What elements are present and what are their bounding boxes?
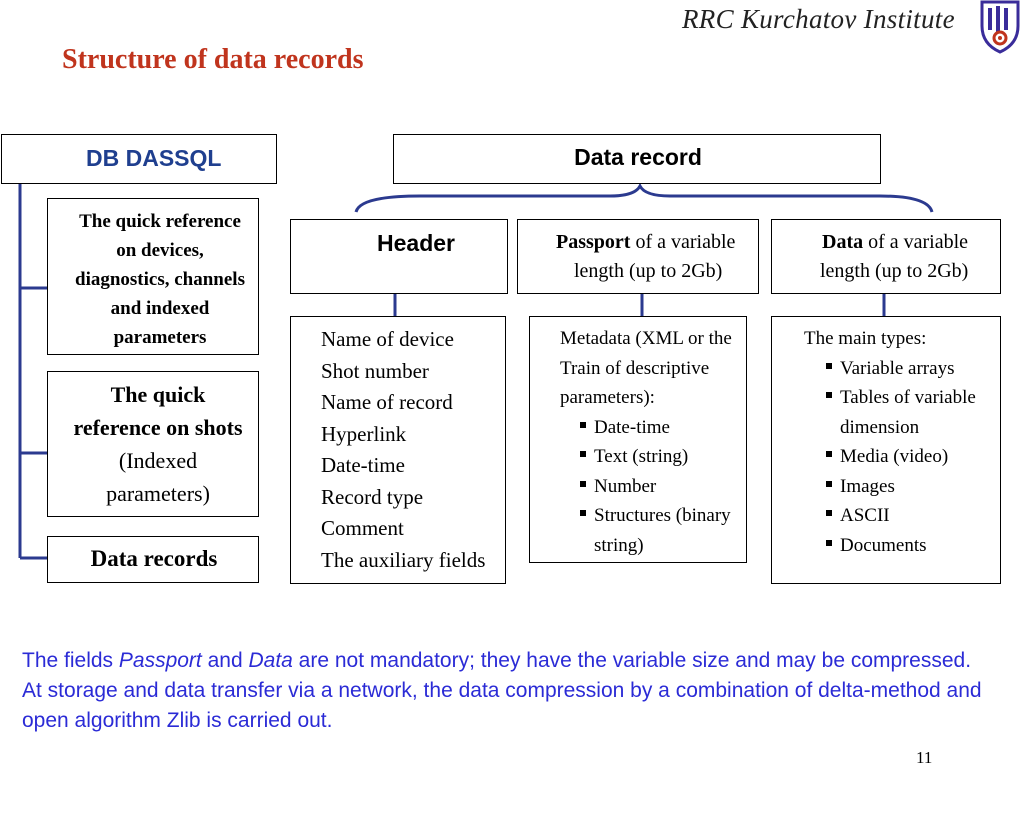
data-records-box bbox=[47, 536, 259, 583]
quick-reference-shots-text: The quick reference on shots (Indexed parameters) bbox=[73, 382, 243, 506]
header-label: Header bbox=[377, 230, 455, 256]
header-fields-box bbox=[290, 316, 506, 584]
list-item: Variable arrays bbox=[822, 354, 998, 384]
list-item: Date-time bbox=[321, 453, 405, 477]
list-item: Name of record bbox=[321, 390, 453, 414]
list-item: Structures (binary string) bbox=[576, 501, 756, 560]
list-item: Record type bbox=[321, 484, 424, 509]
data-records-label: Data records bbox=[90, 546, 218, 571]
list-item: Media (video) bbox=[822, 442, 998, 472]
list-item: Date-time bbox=[576, 413, 756, 443]
db-dassql-box bbox=[1, 134, 277, 184]
logo-text: RRC Kurchatov Institute bbox=[682, 4, 955, 34]
header-box bbox=[290, 219, 508, 294]
db-dassql-label: DB DASSQL bbox=[86, 145, 222, 171]
data-label: Data of a variable length (up to 2Gb) bbox=[820, 231, 969, 282]
quick-reference-devices-box bbox=[47, 198, 259, 355]
list-item: Number bbox=[576, 472, 756, 502]
page-title: Structure of data records bbox=[62, 44, 364, 75]
page-number: 11 bbox=[916, 748, 933, 767]
data-record-box bbox=[393, 134, 881, 184]
list-item: Shot number bbox=[321, 358, 429, 383]
passport-items-list bbox=[576, 413, 756, 561]
footnote-text: The fields Passport and Data are not mandatory; they have the variable size and may be compressed. At storage and data transfer via a network, the data compression by a combination of delta-method and open algorithm Zlib is carried out. bbox=[22, 649, 982, 732]
list-item: Images bbox=[822, 472, 998, 502]
data-record-label: Data record bbox=[574, 144, 702, 170]
list-item: Text (string) bbox=[576, 442, 756, 472]
data-box bbox=[771, 219, 1001, 294]
list-item: Comment bbox=[321, 516, 404, 540]
header-fields-list bbox=[321, 324, 485, 576]
passport-label: Passport of a variable length (up to 2Gb) bbox=[556, 231, 736, 282]
list-item: Documents bbox=[822, 531, 998, 561]
quick-reference-devices-text: The quick reference on devices, diagnostics, channels and indexed parameters bbox=[75, 211, 245, 348]
passport-details-text: Metadata (XML or the Train of descriptive parameters): Date-time Text (string) Number Structures (binary string) bbox=[560, 324, 760, 560]
passport-details-box bbox=[529, 316, 747, 563]
quick-reference-shots-box bbox=[47, 371, 259, 517]
list-item: ASCII bbox=[822, 501, 998, 531]
data-items-list bbox=[822, 354, 998, 561]
list-item: Tables of variable dimension bbox=[822, 383, 998, 442]
list-item: Name of device bbox=[321, 327, 454, 351]
data-details-box bbox=[771, 316, 1001, 584]
list-item: The auxiliary fields bbox=[321, 547, 486, 572]
list-item: Hyperlink bbox=[321, 421, 407, 446]
passport-box bbox=[517, 219, 759, 294]
data-details-text: The main types: Variable arrays Tables of variable dimension Media (video) Images ASCII Documents bbox=[804, 324, 1000, 560]
